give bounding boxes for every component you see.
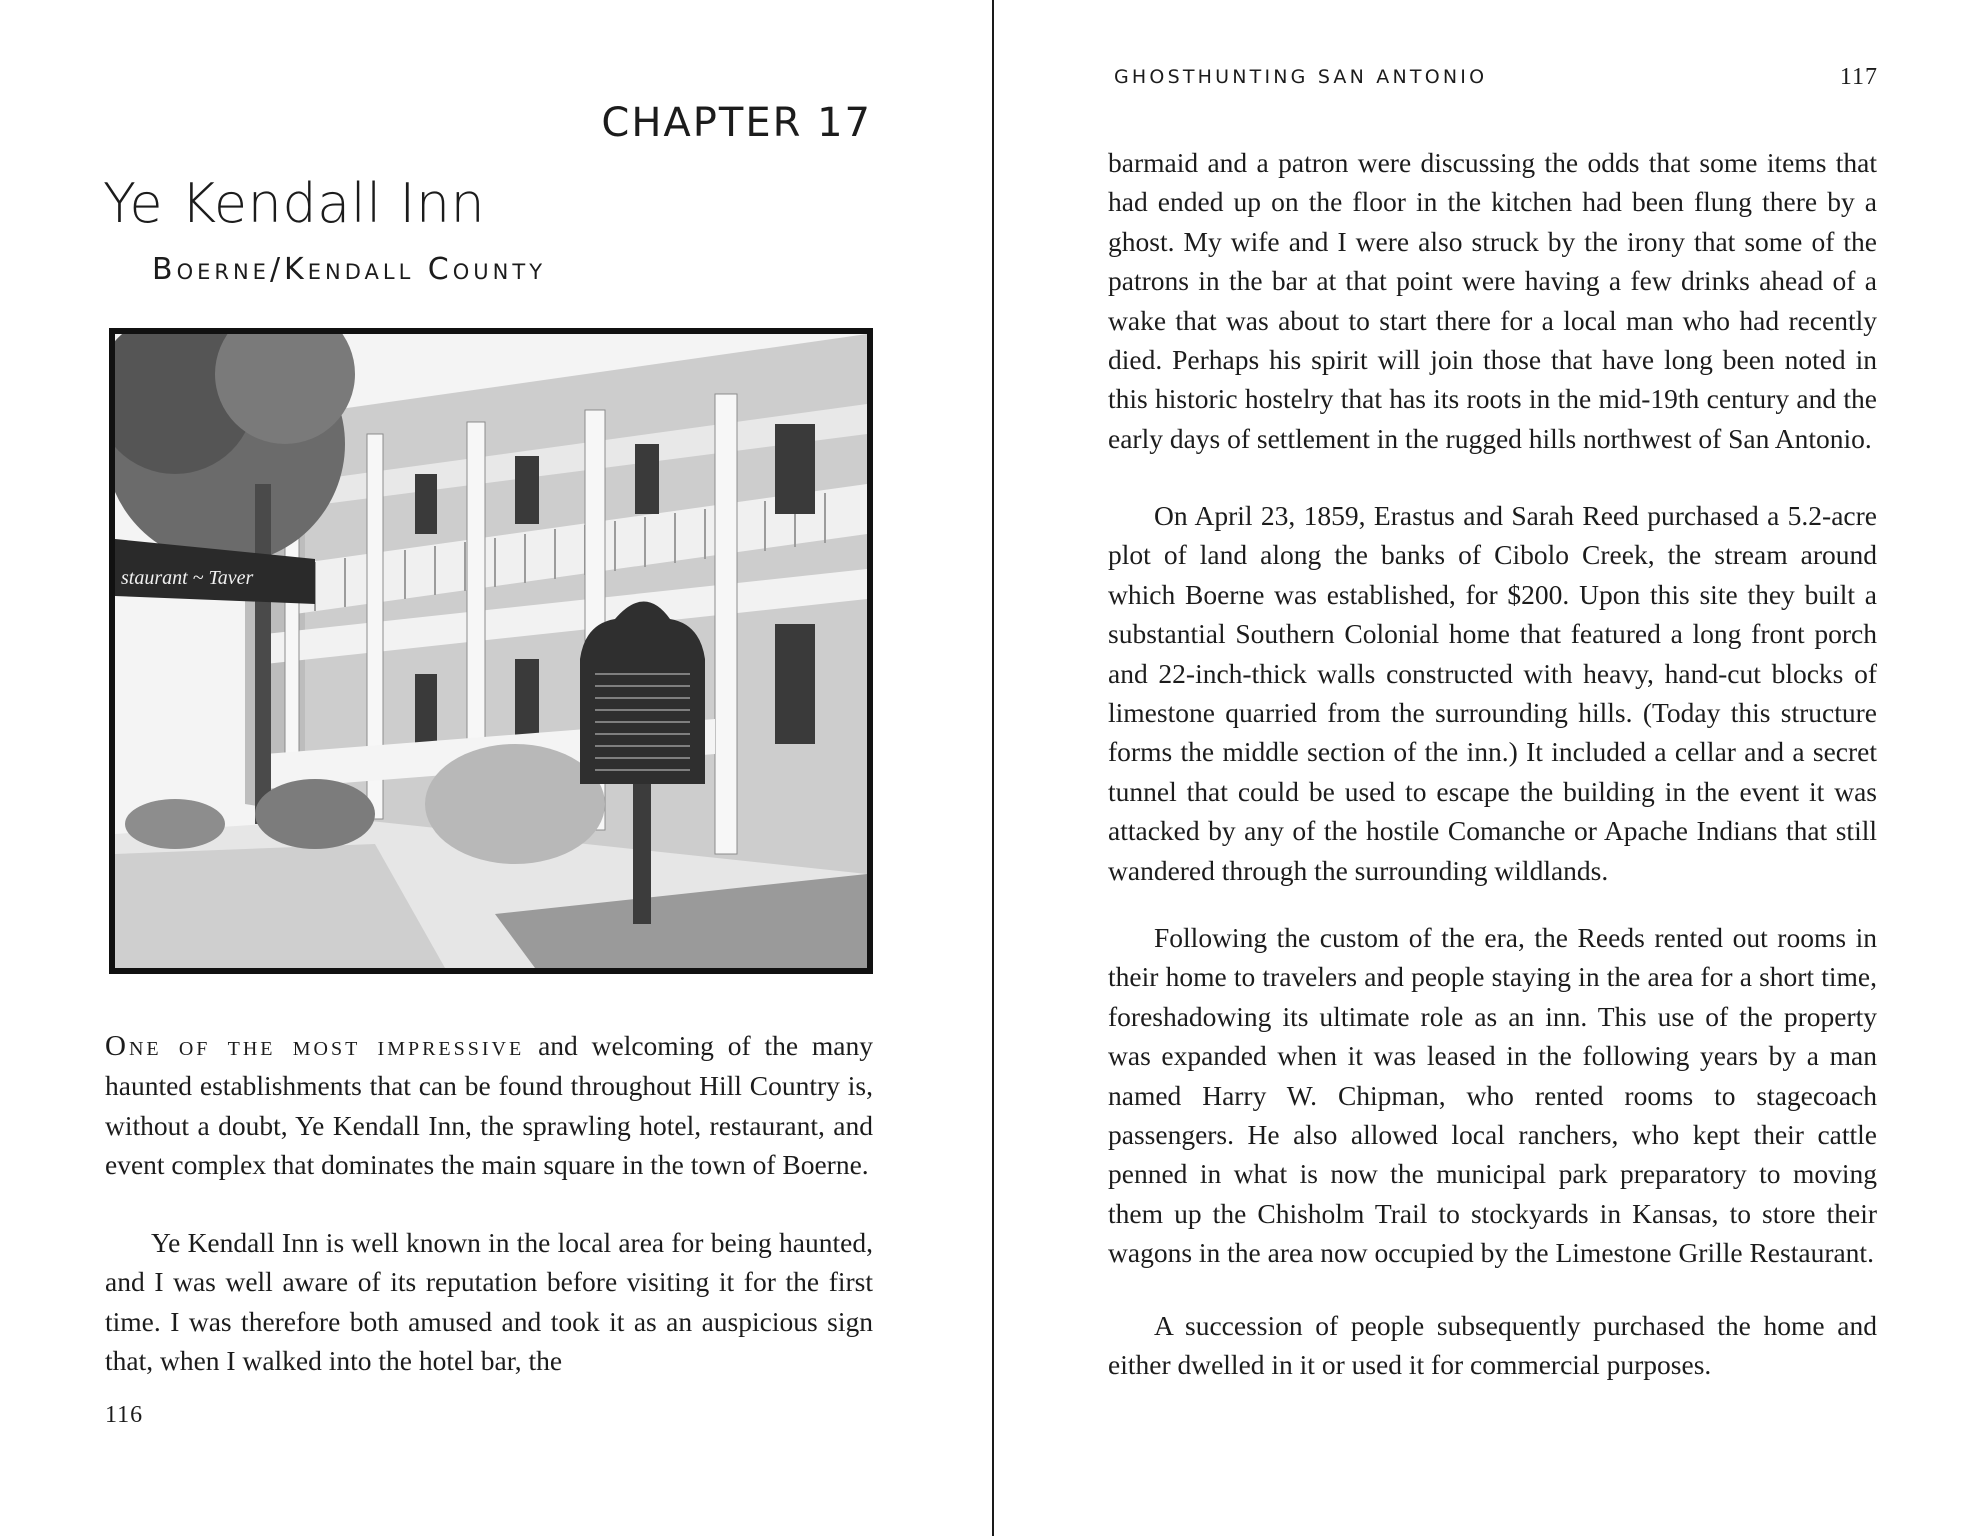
right-page [994, 0, 1988, 1536]
paragraph-5: Following the custom of the era, the Reeds rented out rooms in their home to travelers and people staying in the area for a short time, foreshadowing its ultimate role as an inn. This use of the property was expanded when it was leased in the following years by a man named Harry W. Chipman, who rented rooms to stagecoach passengers. He also allowed local ranchers, who kept their cattle penned in what is now the municipal park preparatory to moving them up the Chisholm Trail to stockyards in Kansas, to store their wagons in the area now occupied by the Limestone Grille Restaurant. [1108, 922, 1877, 1269]
paragraph-1-text: and welcoming of the many haunted establishments that can be found throughout Hill Country is, without a doubt, Ye Kendall Inn, the sprawling hotel, restaurant, and event complex that dominates the main square in the town of Boerne. [105, 1030, 874, 1181]
page-number-right: 117 [1839, 64, 1878, 90]
page-number-left: 116 [105, 1402, 144, 1428]
chapter-label: CHAPTER 17 [601, 100, 872, 146]
awning-text: staurant ~ Taver [121, 567, 254, 589]
chapter-subtitle: Boerne/Kendall County [152, 252, 547, 287]
chapter-title: Ye Kendall Inn [103, 172, 486, 235]
photo-ye-kendall-inn [109, 328, 873, 974]
paragraph-1-lead: One of the most impressive [105, 1030, 525, 1062]
paragraph-6: A succession of people subsequently purchased the home and either dwelled in it or used it for commercial purposes. [1108, 1310, 1877, 1381]
paragraph-1 [105, 1026, 873, 1185]
inn-photo-illustration [115, 334, 867, 968]
paragraph-4: On April 23, 1859, Erastus and Sarah Reed purchased a 5.2-acre plot of land along the banks of Cibolo Creek, the stream around which Boerne was established, for $200. Upon this site they built a substantial Southern Colonial home that featured a long front porch and 22-inch-thick walls constructed with heavy, hand-cut blocks of limestone quarried from the surrounding hills. (Today this structure forms the middle section of the inn.) It included a cellar and a secret tunnel that could be used to escape the building in the event it was attacked by any of the hostile Comanche or Apache Indians that still wandered through the surrounding wildlands. [1108, 500, 1877, 886]
paragraph-3: barmaid and a patron were discussing the odds that some items that had ended up on the floor in the kitchen had been flung there by a ghost. My wife and I were also struck by the irony that some of the patrons in the bar at that point were having a few drinks ahead of a wake that was about to start there for a local man who had recently died. Perhaps his spirit will join those that have long been noted in this historic hostelry that has its roots in the mid-19th century and the early days of settlement in the rugged hills northwest of San Antonio. [1108, 147, 1877, 454]
running-head: GHOSTHUNTING SAN ANTONIO [1114, 66, 1488, 88]
paragraph-2: Ye Kendall Inn is well known in the local area for being haunted, and I was well aware of its reputation before visiting it for the first time. I was therefore both amused and took it as an auspicious sign that, when I walked into the hotel bar, the [105, 1227, 873, 1377]
